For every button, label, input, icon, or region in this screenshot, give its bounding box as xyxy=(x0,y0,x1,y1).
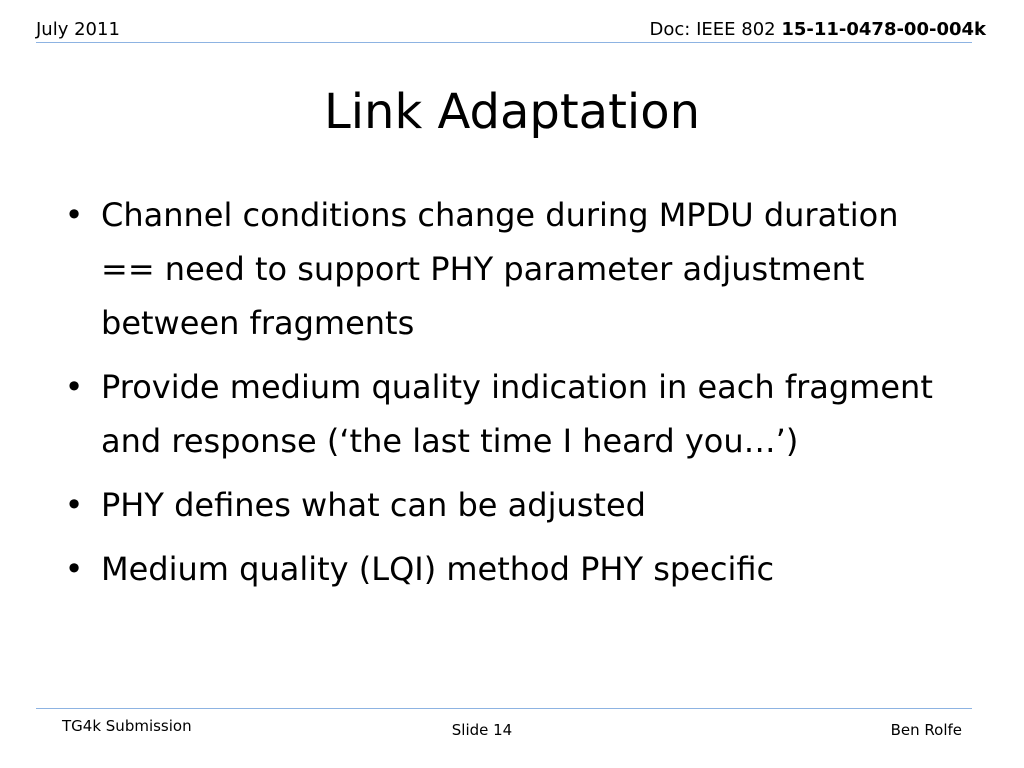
bullet-dot-icon: • xyxy=(64,196,84,234)
footer-author: Ben Rolfe xyxy=(890,721,962,739)
slide-title: Link Adaptation xyxy=(323,84,701,140)
bullet-dot-icon: • xyxy=(64,368,84,406)
bullet-item xyxy=(56,360,956,468)
bullet-dot-icon: • xyxy=(64,550,84,588)
bullet-list xyxy=(56,188,956,606)
bullet-text: PHY defines what can be adjusted xyxy=(101,486,646,524)
bullet-text: Channel conditions change during MPDU duration == need to support PHY parameter adjustment between fragments xyxy=(101,196,899,342)
footer-submission: TG4k Submission xyxy=(62,717,192,735)
bullet-text: Provide medium quality indication in each fragment and response (‘the last time I heard you…’) xyxy=(101,368,933,460)
bullet-item xyxy=(56,188,956,350)
bullet-dot-icon: • xyxy=(64,486,84,524)
bullet-text: Medium quality (LQI) method PHY specific xyxy=(101,550,775,588)
slide-number: Slide 14 xyxy=(451,721,513,739)
doc-number: 15-11-0478-00-004k xyxy=(781,19,986,40)
footer-divider xyxy=(36,708,972,709)
header-document-id xyxy=(650,18,986,42)
bullet-item xyxy=(56,542,956,596)
header-divider xyxy=(36,42,972,43)
doc-prefix: Doc: IEEE 802 xyxy=(649,19,782,40)
header-date: July 2011 xyxy=(36,19,120,40)
bullet-item xyxy=(56,478,956,532)
